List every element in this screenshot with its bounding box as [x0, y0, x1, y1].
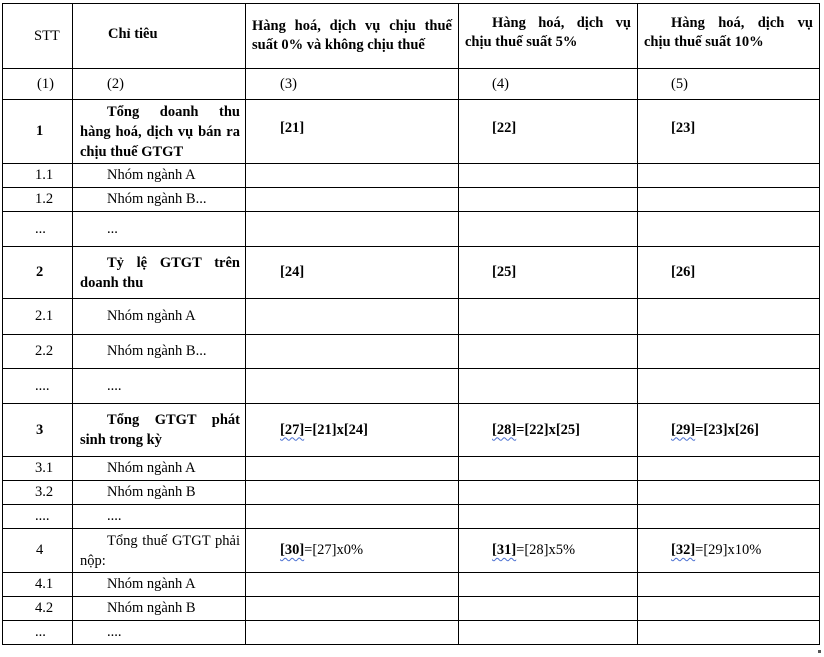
- label-cell: Nhóm ngành B...: [73, 188, 246, 212]
- table-row: [3, 481, 820, 505]
- formula-rest: =[28]x5%: [516, 542, 576, 558]
- vat-table: [2, 3, 820, 645]
- section-4-row: [3, 529, 820, 573]
- value-cell: [22]: [459, 100, 638, 164]
- table-row: [3, 369, 820, 404]
- header-chi-tieu: Chỉ tiêu: [73, 4, 246, 69]
- label-cell: Nhóm ngành A: [73, 164, 246, 188]
- formula-tag: [28]: [492, 421, 517, 438]
- stt-cell: 3.1: [3, 457, 73, 481]
- formula-rest: =[22]x[25]: [516, 421, 580, 438]
- numbering-row: [3, 69, 820, 100]
- table-row: [3, 505, 820, 529]
- formula-cell: [246, 529, 459, 573]
- section-2-row: [3, 247, 820, 299]
- header-col4: Hàng hoá, dịch vụ chịu thuế suất 5%: [459, 4, 638, 69]
- formula-tag: [32]: [671, 542, 696, 558]
- formula-cell: [638, 404, 820, 457]
- value-cell: [25]: [459, 247, 638, 299]
- table-row: [3, 573, 820, 597]
- formula-rest: =[21]x[24]: [304, 421, 368, 438]
- label-cell: Tổng thuế GTGT phải nộp:: [73, 529, 246, 573]
- formula-rest: =[27]x0%: [304, 542, 364, 558]
- formula-tag: [29]: [671, 421, 696, 438]
- label-cell: ....: [73, 369, 246, 404]
- stt-cell: 3: [3, 404, 73, 457]
- formula-tag: [27]: [280, 421, 305, 438]
- section-1-row: [3, 100, 820, 164]
- num-4: (4): [459, 69, 638, 100]
- label-cell: Tổng doanh thu hàng hoá, dịch vụ bán ra chịu thuế GTGT: [73, 100, 246, 164]
- label-cell: ....: [73, 621, 246, 645]
- stt-cell: 4: [3, 529, 73, 573]
- stt-cell: 2.1: [3, 299, 73, 335]
- header-col3: Hàng hoá, dịch vụ chịu thuế suất 0% và không chịu thuế: [246, 4, 459, 69]
- table-row: [3, 457, 820, 481]
- stt-cell: ....: [3, 369, 73, 404]
- formula-tag: [31]: [492, 542, 517, 558]
- label-cell: Nhóm ngành B: [73, 481, 246, 505]
- stt-cell: 1: [3, 100, 73, 164]
- table-resize-handle[interactable]: [818, 650, 821, 653]
- stt-cell: ...: [3, 212, 73, 247]
- num-5: (5): [638, 69, 820, 100]
- table-row: [3, 335, 820, 369]
- stt-cell: ....: [3, 505, 73, 529]
- table-row: [3, 299, 820, 335]
- label-cell: Nhóm ngành B: [73, 597, 246, 621]
- formula-cell: [459, 404, 638, 457]
- value-cell: [26]: [638, 247, 820, 299]
- stt-cell: ...: [3, 621, 73, 645]
- num-3: (3): [246, 69, 459, 100]
- value-cell: [23]: [638, 100, 820, 164]
- label-cell: Nhóm ngành A: [73, 457, 246, 481]
- table-row: [3, 597, 820, 621]
- label-cell: Tổng GTGT phát sinh trong kỳ: [73, 404, 246, 457]
- table-row: [3, 212, 820, 247]
- header-stt: STT: [3, 4, 73, 69]
- label-cell: ...: [73, 212, 246, 247]
- num-2: (2): [73, 69, 246, 100]
- label-cell: ....: [73, 505, 246, 529]
- value-cell: [21]: [246, 100, 459, 164]
- num-1: (1): [3, 69, 73, 100]
- stt-cell: 4.2: [3, 597, 73, 621]
- stt-cell: 1.2: [3, 188, 73, 212]
- formula-tag: [30]: [280, 542, 305, 558]
- table-row: [3, 188, 820, 212]
- stt-cell: 2.2: [3, 335, 73, 369]
- stt-cell: 4.1: [3, 573, 73, 597]
- header-row: [3, 4, 820, 69]
- stt-cell: 3.2: [3, 481, 73, 505]
- stt-cell: 2: [3, 247, 73, 299]
- section-3-row: [3, 404, 820, 457]
- stt-cell: 1.1: [3, 164, 73, 188]
- label-cell: Nhóm ngành B...: [73, 335, 246, 369]
- formula-rest: =[29]x10%: [695, 542, 762, 558]
- header-col5: Hàng hoá, dịch vụ chịu thuế suất 10%: [638, 4, 820, 69]
- value-cell: [24]: [246, 247, 459, 299]
- table-row: [3, 621, 820, 645]
- label-cell: Tỷ lệ GTGT trên doanh thu: [73, 247, 246, 299]
- label-cell: Nhóm ngành A: [73, 299, 246, 335]
- formula-rest: =[23]x[26]: [695, 421, 759, 438]
- table-row: [3, 164, 820, 188]
- label-cell: Nhóm ngành A: [73, 573, 246, 597]
- formula-cell: [246, 404, 459, 457]
- formula-cell: [459, 529, 638, 573]
- formula-cell: [638, 529, 820, 573]
